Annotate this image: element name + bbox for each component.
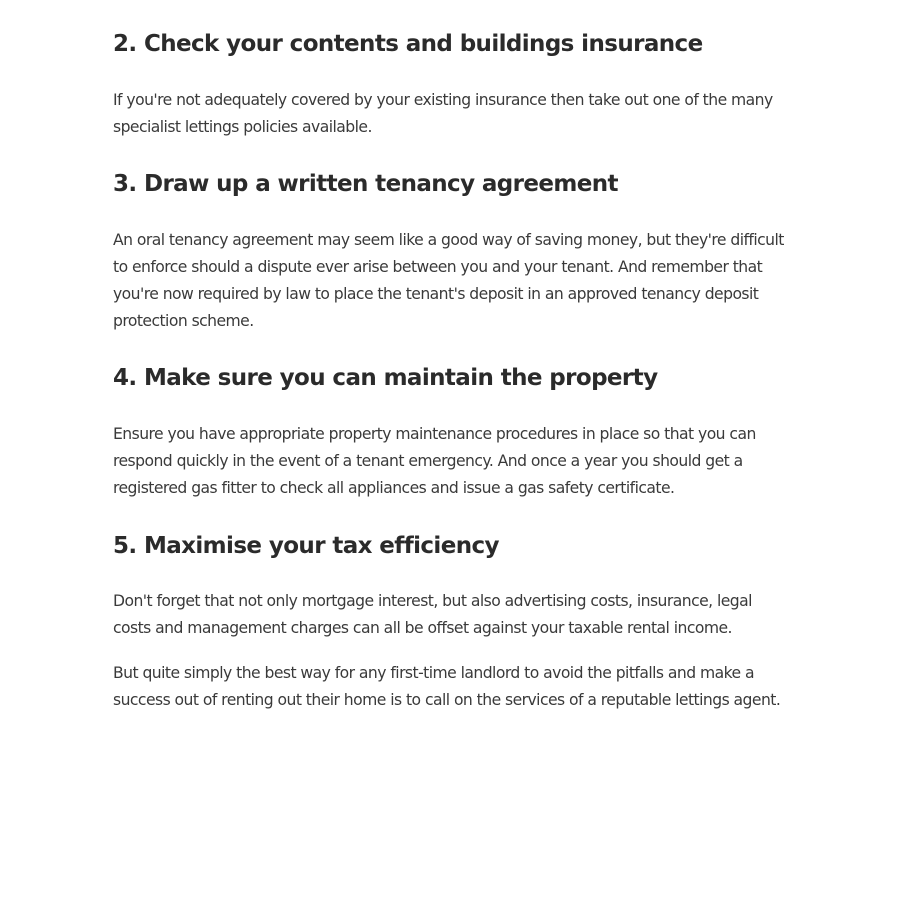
- section-heading-tax-efficiency: 5. Maximise your tax efficiency: [113, 533, 499, 559]
- section-paragraph-contents-insurance: If you're not adequately covered by your existing insurance then take out one of the many specialist lettings policies available.: [113, 91, 773, 136]
- section-paragraph-tenancy-agreement: An oral tenancy agreement may seem like a good way of saving money, but they're difficult to enforce should a dispute ever arise between you and your tenant. And remember that you're now required by law to place the tenant's deposit in an approved tenancy deposit protection scheme.: [113, 231, 784, 330]
- section-heading-maintain-property: 4. Make sure you can maintain the property: [113, 365, 658, 391]
- section-heading-contents-insurance: 2. Check your contents and buildings insurance: [113, 31, 703, 57]
- section-paragraph-closing: But quite simply the best way for any first-time landlord to avoid the pitfalls and make a success out of renting out their home is to call on the services of a reputable lettings agent.: [113, 664, 781, 709]
- section-paragraph-maintain-property: Ensure you have appropriate property maintenance procedures in place so that you can respond quickly in the event of a tenant emergency. And once a year you should get a registered gas fitter to check all appliances and issue a gas safety certificate.: [113, 425, 756, 497]
- section-heading-tenancy-agreement: 3. Draw up a written tenancy agreement: [113, 171, 618, 197]
- section-paragraph-tax-efficiency: Don't forget that not only mortgage interest, but also advertising costs, insurance, legal costs and management charges can all be offset against your taxable rental income.: [113, 592, 752, 637]
